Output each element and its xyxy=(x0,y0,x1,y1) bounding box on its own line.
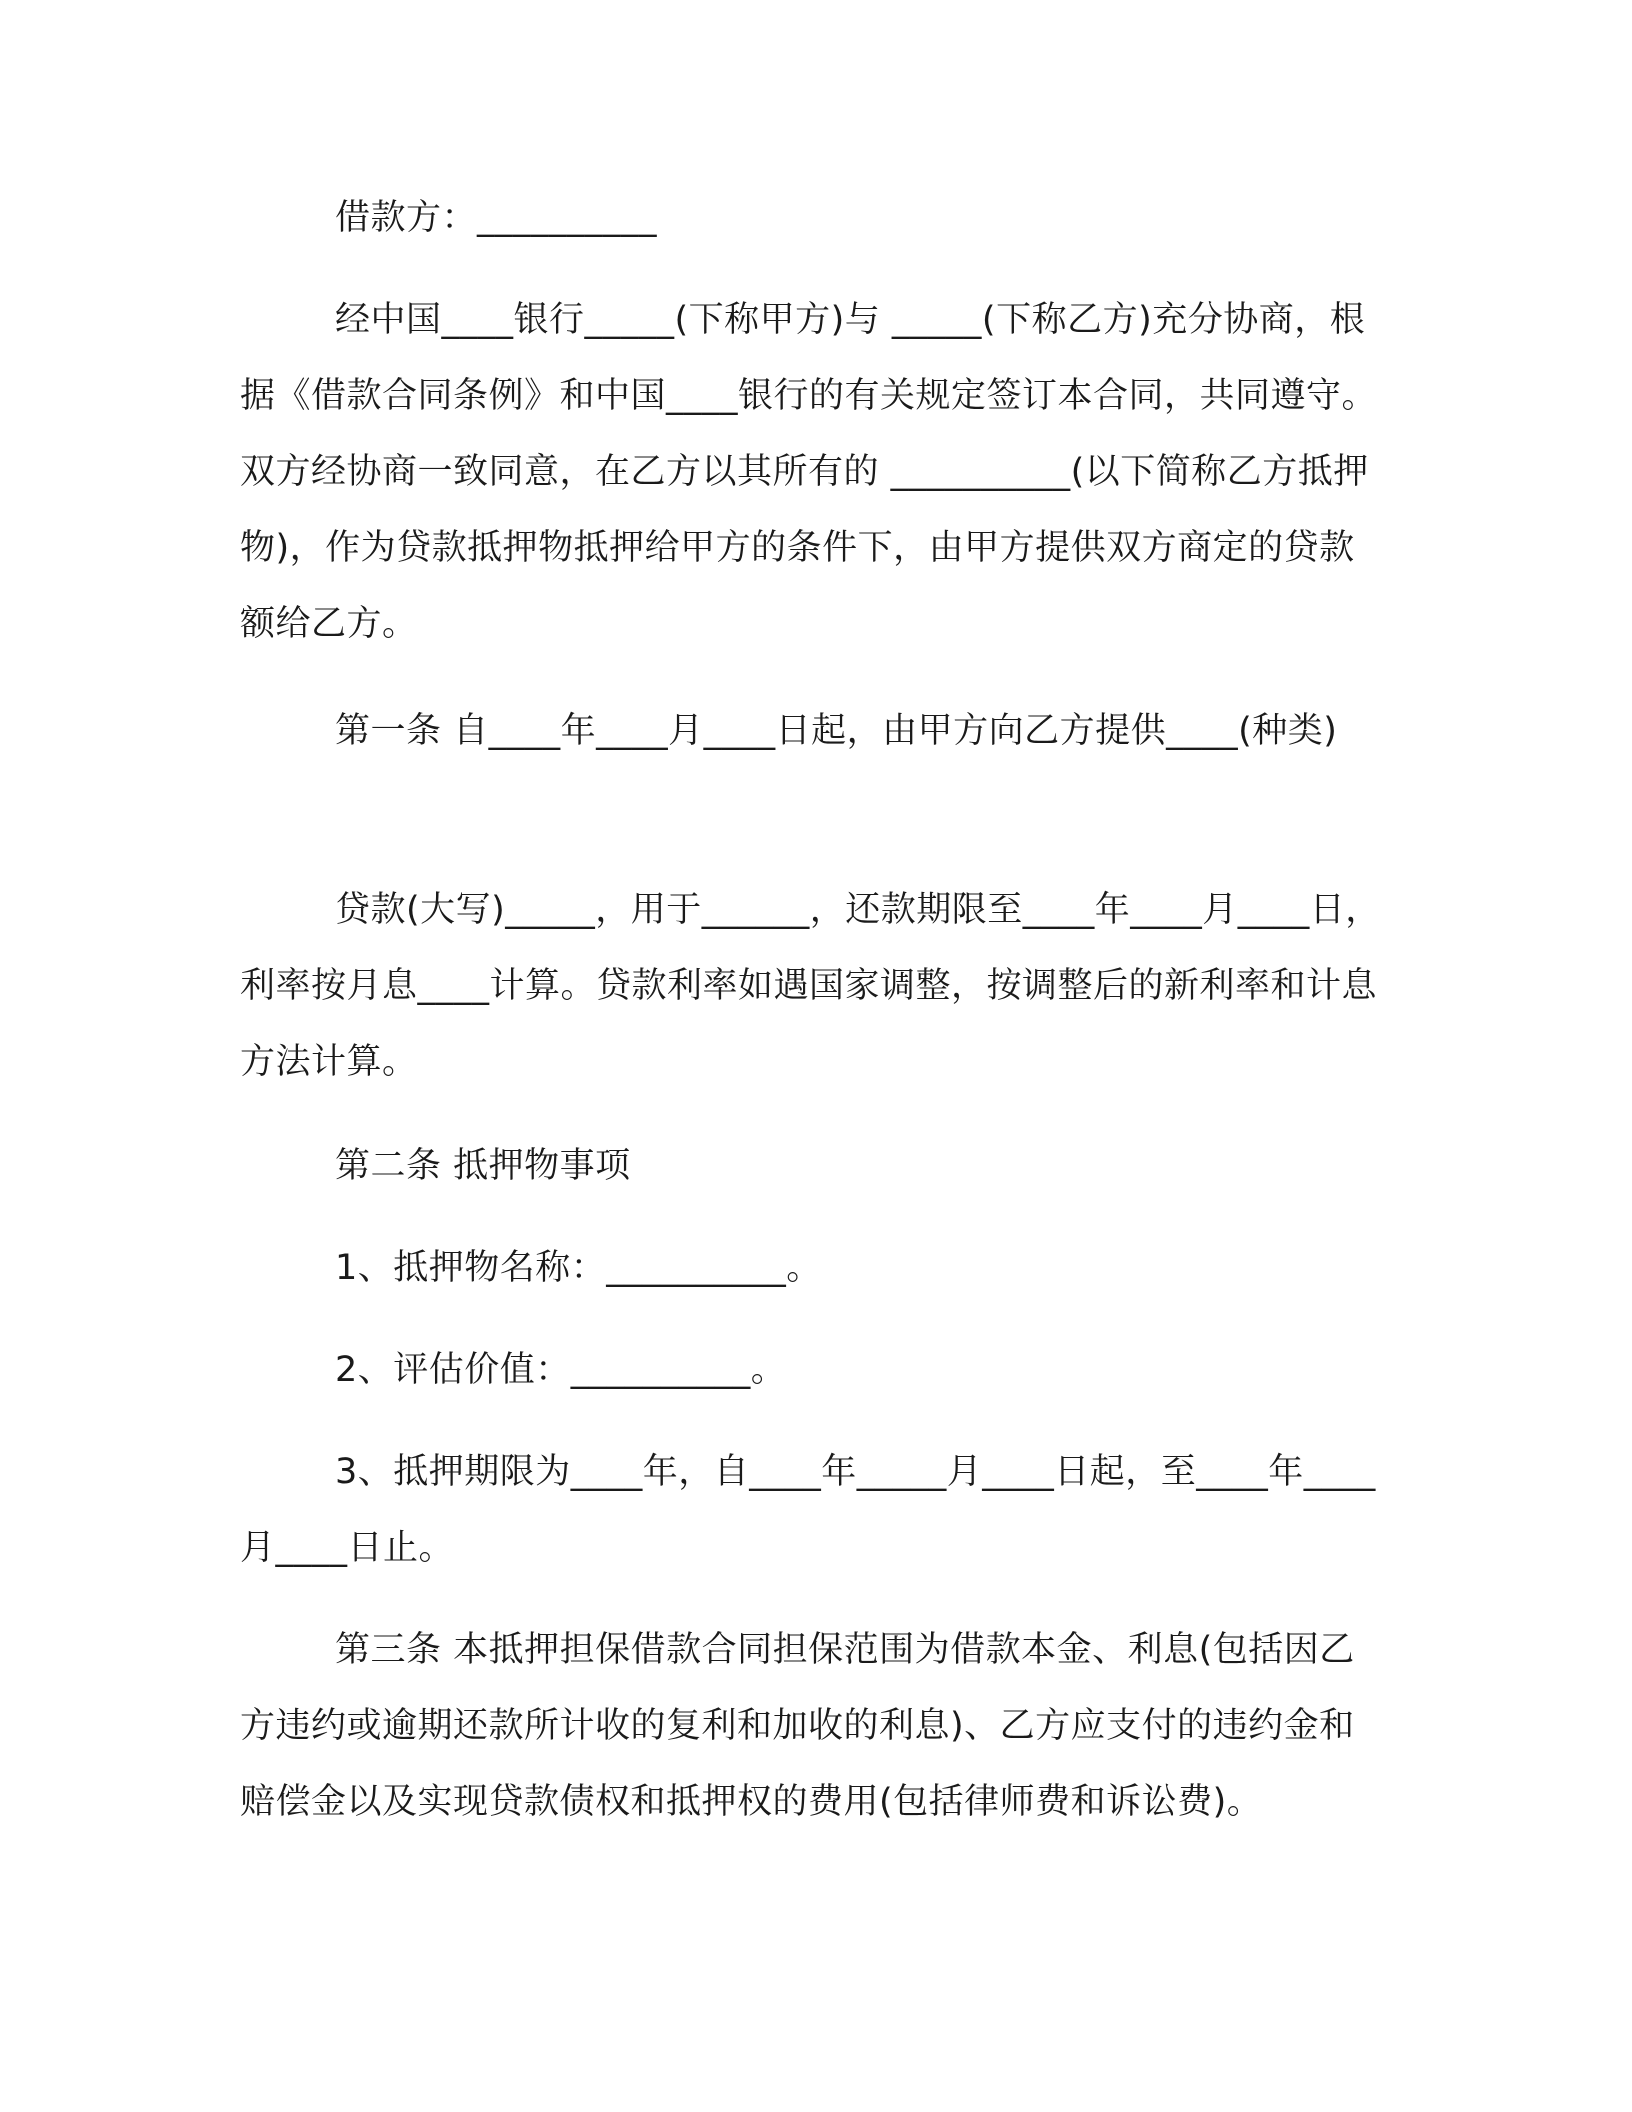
appraised-value-item: 2、评估价值：__________。 xyxy=(335,1350,787,1390)
collateral-name-item: 1、抵押物名称：__________。 xyxy=(335,1248,822,1288)
loan-terms-paragraph: 贷款(大写)_____，用于______，还款期限至____年____月____日，利率按月息____计算。贷款利率如遇国家调整，按调整后的新利率和计息方法计算。 xyxy=(240,890,1381,1082)
borrower-line: 借款方：__________ xyxy=(335,198,658,238)
preamble-paragraph: 经中国____银行_____(下称甲方)与 _____(下称乙方)充分协商，根据《借款合同条例》和中国____银行的有关规定签订本合同，共同遵守。双方经协商一致同意，在乙方以其所有的 __________(以下简称乙方抵押物)，作为贷款抵押物抵押给甲方的条件下，由甲方提供双方商定的贷款额给乙方。 xyxy=(240,300,1378,644)
article-two-heading: 第二条 抵押物事项 xyxy=(335,1146,631,1186)
mortgage-term-item: 3、抵押期限为____年，自____年_____月____日起，至____年____月____日止。 xyxy=(240,1452,1376,1568)
article-three-paragraph: 第三条 本抵押担保借款合同担保范围为借款本金、利息(包括因乙方违约或逾期还款所计收的复利和加收的利息)、乙方应支付的违约金和赔偿金以及实现贷款债权和抵押权的费用(包括律师费和诉讼费)。 xyxy=(240,1630,1355,1822)
article-one-paragraph: 第一条 自____年____月____日起，由甲方向乙方提供____(种类) xyxy=(335,711,1338,751)
